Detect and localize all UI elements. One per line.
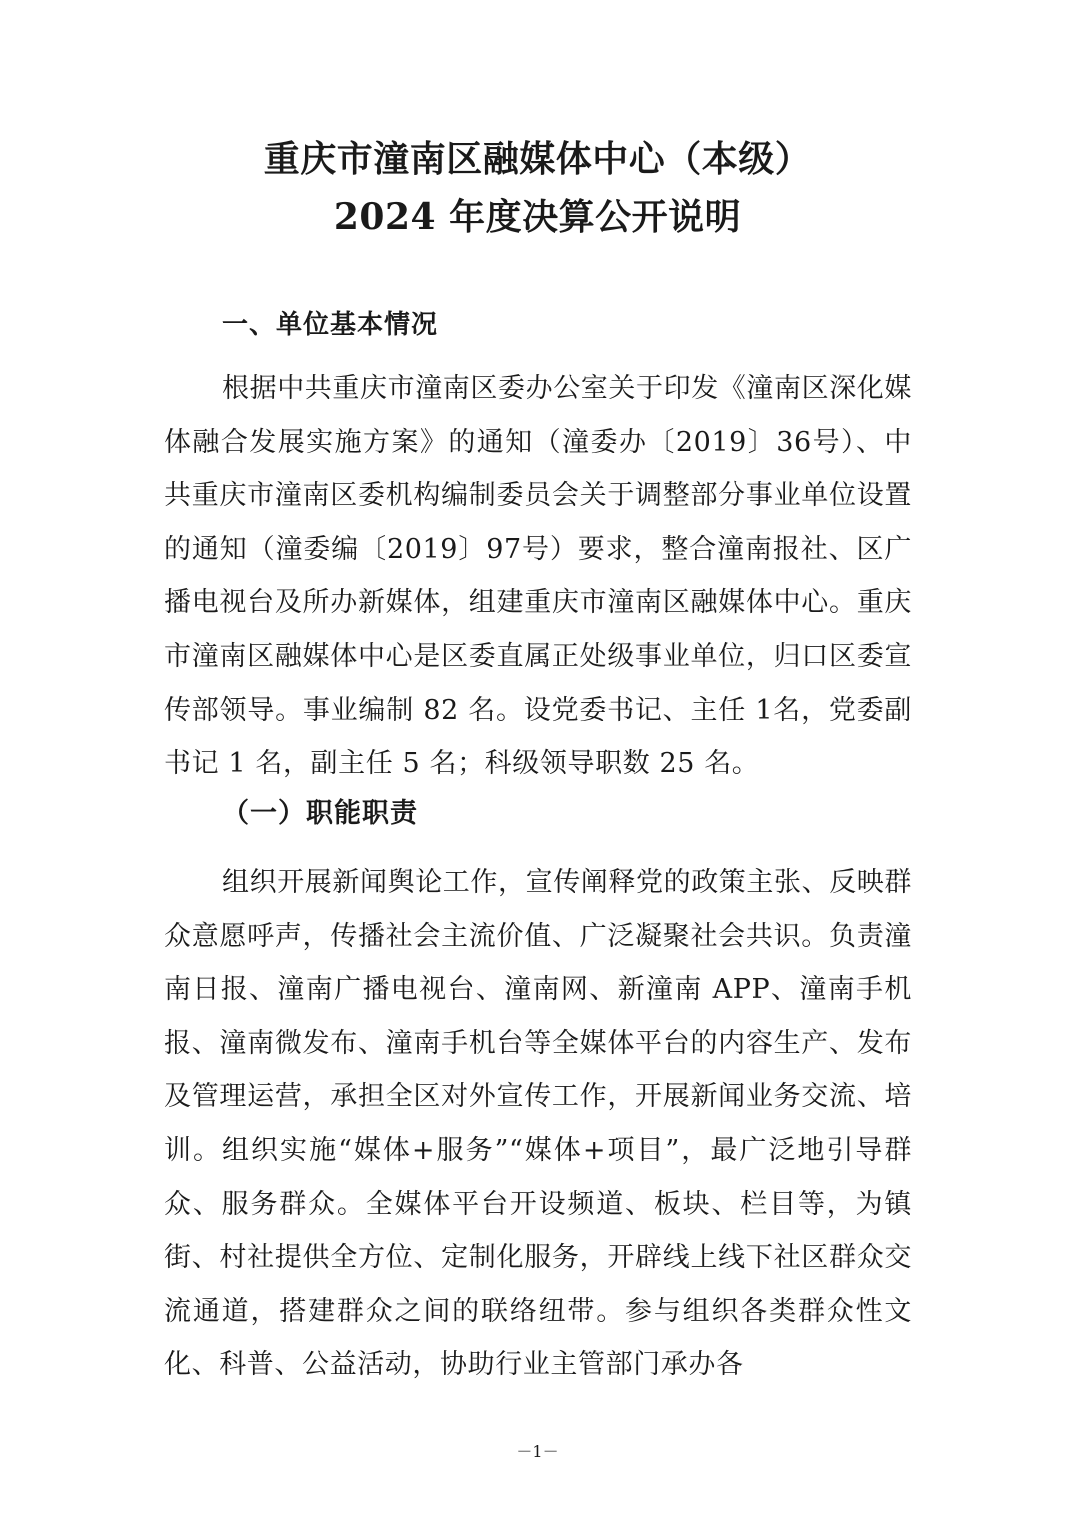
document-title	[0, 130, 1075, 246]
page-number: －1－	[516, 1442, 559, 1461]
section-heading-basic-info: 一、单位基本情况	[222, 310, 439, 340]
subsection-paragraph-functions: 组织开展新闻舆论工作，宣传阐释党的政策主张、反映群众意愿呼声，传播社会主流价值、广泛凝聚社会共识。负责潼南日报、潼南广播电视台、潼南网、新潼南 APP、潼南手机报、潼南微发布、潼南手机台等全媒体平台的内容生产、发布及管理运营，承担全区对外宣传工作，开展新闻业务交流、培训。组织实施“媒体+服务”“媒体+项目”，最广泛地引导群众、服务群众。全媒体平台开设频道、板块、栏目等，为镇街、村社提供全方位、定制化服务，开辟线上线下社区群众交流通道，搭建群众之间的联络纽带。参与组织各类群众性文化、科普、公益活动，协助行业主管部门承办各	[164, 867, 912, 1381]
title-line-1: 重庆市潼南区融媒体中心（本级）	[263, 138, 812, 180]
section-paragraph-basic-info: 根据中共重庆市潼南区委办公室关于印发《潼南区深化媒体融合发展实施方案》的通知（潼委办〔2019〕36号）、中共重庆市潼南区委机构编制委员会关于调整部分事业单位设置的通知（潼委编〔2019〕97号）要求，整合潼南报社、区广播电视台及所办新媒体，组建重庆市潼南区融媒体中心。重庆市潼南区融媒体中心是区委直属正处级事业单位，归口区委宣传部领导。事业编制 82 名。设党委书记、主任 1名，党委副书记 1 名，副主任 5 名；科级领导职数 25 名。	[164, 373, 912, 780]
subsection-heading-functions: （一）职能职责	[222, 798, 418, 829]
title-line-2: 2024 年度决算公开说明	[333, 196, 742, 238]
